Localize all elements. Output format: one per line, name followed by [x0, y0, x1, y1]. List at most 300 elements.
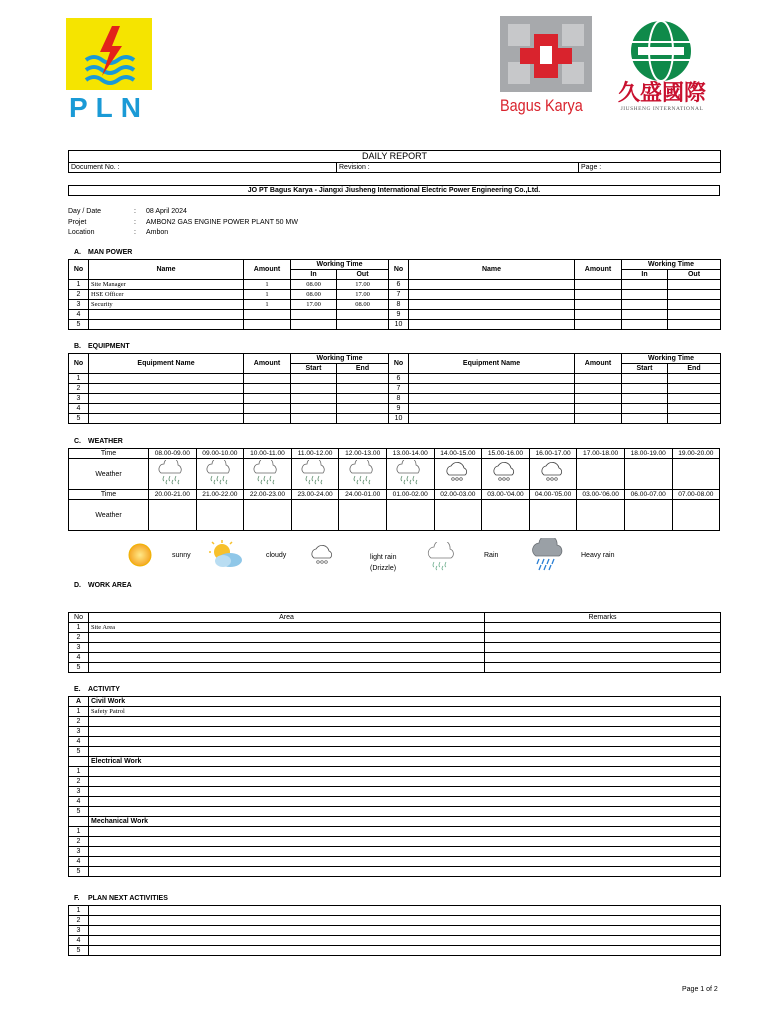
manpower-out-cell[interactable]: 17.00	[337, 280, 389, 290]
plan-row	[69, 906, 721, 916]
weather-cell[interactable]	[577, 500, 625, 531]
manpower-empty-cell[interactable]	[575, 290, 622, 300]
manpower-amount-cell[interactable]: 1	[244, 280, 291, 290]
time-slot: 04.00-'05.00	[529, 490, 577, 500]
equipment-cell[interactable]	[668, 394, 721, 404]
equipment-cell[interactable]	[622, 414, 668, 424]
row-no: 10	[389, 414, 409, 424]
manpower-row	[69, 300, 721, 310]
equipment-cell[interactable]	[575, 394, 622, 404]
row-no: 3	[69, 727, 89, 737]
manpower-empty-cell[interactable]	[575, 320, 622, 330]
equipment-cell[interactable]	[575, 374, 622, 384]
weather-table	[68, 448, 720, 531]
equipment-cell[interactable]	[668, 384, 721, 394]
weather-cell[interactable]	[339, 459, 387, 490]
row-no: 1	[69, 767, 89, 777]
row-no: 5	[69, 867, 89, 877]
row-no: 4	[69, 857, 89, 867]
activity-cell[interactable]	[89, 777, 721, 787]
activity-cell[interactable]	[89, 807, 721, 817]
plan-row	[69, 916, 721, 926]
equipment-cell[interactable]	[291, 404, 337, 414]
manpower-empty-cell[interactable]	[622, 320, 668, 330]
remarks-cell[interactable]	[485, 623, 721, 633]
equipment-cell[interactable]	[622, 384, 668, 394]
equipment-table: No Equipment Name Amount Working Time No Equipment Name Amount Working Time Start End Start End 1 6 2 7 3 8 4 9 5 10	[68, 353, 721, 424]
remarks-cell[interactable]	[485, 663, 721, 673]
activity-cell[interactable]	[89, 926, 721, 936]
activity-cell[interactable]	[89, 747, 721, 757]
equipment-row	[69, 404, 721, 414]
mechanical-work-row	[69, 827, 721, 837]
time-slot: 22.00-23.00	[244, 490, 292, 500]
jiusheng-globe-icon	[628, 20, 694, 82]
manpower-empty-cell[interactable]	[668, 300, 721, 310]
civil-work-header	[69, 697, 721, 707]
weather-icon-row	[69, 500, 720, 531]
work-area-row	[69, 623, 721, 633]
row-no: 3	[69, 300, 89, 310]
weather-cell[interactable]	[434, 500, 482, 531]
manpower-name-cell[interactable]: HSE Officer	[89, 290, 244, 300]
plan-row	[69, 926, 721, 936]
equipment-cell[interactable]	[668, 374, 721, 384]
row-no: 6	[389, 280, 409, 290]
plan-row	[69, 946, 721, 956]
mechanical-work-row	[69, 867, 721, 877]
mechanical-work-row	[69, 837, 721, 847]
rain-icon	[155, 460, 189, 486]
weather-cell[interactable]	[482, 500, 530, 531]
weather-cell[interactable]	[529, 459, 577, 490]
weather-cell[interactable]	[482, 459, 530, 490]
section-equipment-title: B. EQUIPMENT	[74, 343, 130, 350]
jo-title: JO PT Bagus Karya - Jiangxi Jiusheng International Electric Power Engineering Co.,Ltd.	[69, 186, 720, 196]
mechanical-work-row	[69, 847, 721, 857]
manpower-empty-cell[interactable]	[668, 280, 721, 290]
pln-logo	[66, 18, 152, 124]
weather-cell[interactable]	[244, 500, 292, 531]
manpower-empty-cell[interactable]	[409, 320, 575, 330]
cloudy-icon	[208, 540, 244, 570]
heavy-rain-icon	[528, 538, 568, 572]
manpower-name-cell[interactable]	[89, 310, 244, 320]
row-no: 10	[389, 320, 409, 330]
row-no: 2	[69, 290, 89, 300]
equipment-cell[interactable]	[244, 374, 291, 384]
manpower-amount-cell[interactable]: 1	[244, 290, 291, 300]
row-no: 4	[69, 653, 89, 663]
manpower-name-cell[interactable]: Security	[89, 300, 244, 310]
row-no: 3	[69, 643, 89, 653]
work-area-row	[69, 653, 721, 663]
activity-cell[interactable]	[89, 946, 721, 956]
equipment-cell[interactable]	[668, 414, 721, 424]
row-no: 6	[389, 374, 409, 384]
time-slot: 16.00-17.00	[529, 449, 577, 459]
equipment-cell[interactable]	[244, 414, 291, 424]
rain-icon	[346, 460, 380, 486]
time-slot: 17.00-18.00	[577, 449, 625, 459]
row-no: 1	[69, 906, 89, 916]
row-no: 7	[389, 384, 409, 394]
project-label: Projet	[68, 218, 87, 226]
manpower-empty-cell[interactable]	[575, 280, 622, 290]
weather-cell[interactable]	[624, 459, 672, 490]
page-footer: Page 1 of 2	[682, 986, 718, 993]
row-no: 4	[69, 936, 89, 946]
row-no: 2	[69, 777, 89, 787]
bagus-karya-logo-icon	[500, 16, 592, 92]
section-manpower-title: A. MAN POWER	[74, 249, 133, 256]
weather-cell[interactable]	[672, 500, 720, 531]
equipment-cell[interactable]	[89, 374, 244, 384]
manpower-row	[69, 320, 721, 330]
manpower-empty-cell[interactable]	[622, 280, 668, 290]
equipment-cell[interactable]	[622, 394, 668, 404]
legend-light-rain: light rain (Drizzle)	[370, 554, 397, 572]
row-no: 1	[69, 707, 89, 717]
activity-cell[interactable]	[89, 727, 721, 737]
time-slot: 03.00-'06.00	[577, 490, 625, 500]
equipment-cell[interactable]	[337, 374, 389, 384]
equipment-cell[interactable]	[89, 414, 244, 424]
manpower-empty-cell[interactable]	[409, 310, 575, 320]
activity-cell[interactable]	[89, 847, 721, 857]
manpower-amount-cell[interactable]	[244, 320, 291, 330]
equipment-cell[interactable]	[575, 404, 622, 414]
row-no: 2	[69, 633, 89, 643]
row-no: 5	[69, 320, 89, 330]
activity-cell[interactable]	[89, 837, 721, 847]
equipment-cell[interactable]	[89, 384, 244, 394]
electrical-work-row	[69, 777, 721, 787]
activity-cell[interactable]	[89, 797, 721, 807]
equipment-cell[interactable]	[244, 384, 291, 394]
civil-work-row	[69, 707, 721, 717]
section-activity-title: E. ACTIVITY	[74, 686, 120, 693]
equipment-cell[interactable]	[337, 404, 389, 414]
civil-work-row	[69, 727, 721, 737]
bagus-karya-logo	[500, 16, 596, 120]
page-field[interactable]: Page :	[579, 163, 721, 173]
location-value: Ambon	[146, 229, 169, 236]
manpower-empty-cell[interactable]	[409, 290, 575, 300]
work-area-table: No Area Remarks 1 Site Area 2 3 4 5	[68, 612, 721, 673]
row-no: 9	[389, 404, 409, 414]
time-slot: 15.00-16.00	[482, 449, 530, 459]
manpower-empty-cell[interactable]	[575, 310, 622, 320]
weather-cell[interactable]	[196, 459, 244, 490]
rain-icon	[298, 460, 332, 486]
row-no: 4	[69, 404, 89, 414]
weather-label: Weather	[69, 459, 149, 490]
activity-cell[interactable]	[89, 936, 721, 946]
equipment-cell[interactable]	[409, 404, 575, 414]
group-letter	[69, 757, 89, 767]
area-cell[interactable]	[89, 643, 485, 653]
weather-cell[interactable]	[291, 459, 339, 490]
weather-cell[interactable]	[386, 459, 434, 490]
equipment-cell[interactable]	[622, 374, 668, 384]
manpower-empty-cell[interactable]	[409, 280, 575, 290]
jo-banner	[68, 185, 720, 196]
light-rain-icon	[536, 460, 570, 486]
equipment-cell[interactable]	[291, 394, 337, 404]
remarks-cell[interactable]	[485, 653, 721, 663]
activity-cell[interactable]	[89, 717, 721, 727]
activity-cell[interactable]	[89, 767, 721, 777]
equipment-cell[interactable]	[291, 384, 337, 394]
jiusheng-cn-text: 久盛國際	[617, 80, 706, 106]
rain-icon	[424, 542, 460, 572]
plan-table	[68, 905, 721, 956]
row-no: 5	[69, 946, 89, 956]
area-cell[interactable]: Site Area	[89, 623, 485, 633]
weather-icon-row	[69, 459, 720, 490]
remarks-cell[interactable]	[485, 643, 721, 653]
weather-cell[interactable]	[149, 459, 197, 490]
work-area-row	[69, 633, 721, 643]
rain-icon	[393, 460, 427, 486]
time-slot: 10.00-11.00	[244, 449, 292, 459]
area-cell[interactable]	[89, 663, 485, 673]
section-work-area-title: D. WORK AREA	[74, 582, 132, 589]
work-area-row	[69, 643, 721, 653]
manpower-amount-cell[interactable]	[244, 310, 291, 320]
row-no: 3	[69, 394, 89, 404]
civil-work-row	[69, 737, 721, 747]
work-area-row	[69, 663, 721, 673]
weather-time-row	[69, 449, 720, 459]
manpower-name-cell[interactable]: Site Manager	[89, 280, 244, 290]
weather-cell[interactable]	[244, 459, 292, 490]
manpower-row	[69, 280, 721, 290]
activity-cell[interactable]	[89, 827, 721, 837]
equipment-cell[interactable]	[337, 394, 389, 404]
equipment-cell[interactable]	[291, 374, 337, 384]
manpower-empty-cell[interactable]	[622, 290, 668, 300]
equipment-cell[interactable]	[409, 384, 575, 394]
time-slot: 20.00-21.00	[149, 490, 197, 500]
row-no: 9	[389, 310, 409, 320]
time-slot: 11.00-12.00	[291, 449, 339, 459]
electrical-work-row	[69, 767, 721, 777]
time-label: Time	[69, 449, 149, 459]
report-title: DAILY REPORT	[69, 151, 721, 163]
equipment-cell[interactable]	[409, 394, 575, 404]
manpower-empty-cell[interactable]	[575, 300, 622, 310]
weather-cell[interactable]	[529, 500, 577, 531]
manpower-in-cell[interactable]: 08.00	[291, 290, 337, 300]
manpower-table: No Name Amount Working Time No Name Amount Working Time In Out In Out 1 Site Manager 1 08.00 17.00 6 2 HSE Officer 1 08.00 17.00 7 3 Security 1 17.00 08.00 8 4 9 5 10	[68, 259, 721, 330]
group-title: Mechanical Work	[89, 817, 721, 827]
manpower-out-cell[interactable]: 17.00	[337, 290, 389, 300]
rain-icon	[250, 460, 284, 486]
rain-icon	[203, 460, 237, 486]
equipment-cell[interactable]	[89, 404, 244, 414]
activity-table	[68, 696, 721, 877]
equipment-cell[interactable]	[89, 394, 244, 404]
manpower-empty-cell[interactable]	[622, 310, 668, 320]
manpower-out-cell[interactable]	[337, 310, 389, 320]
civil-work-row	[69, 717, 721, 727]
weather-cell[interactable]	[672, 459, 720, 490]
revision-field[interactable]: Revision :	[337, 163, 579, 173]
equipment-cell[interactable]	[409, 414, 575, 424]
row-no: 2	[69, 384, 89, 394]
manpower-empty-cell[interactable]	[668, 320, 721, 330]
equipment-cell[interactable]	[337, 384, 389, 394]
manpower-name-cell[interactable]	[89, 320, 244, 330]
manpower-in-cell[interactable]	[291, 310, 337, 320]
jiusheng-logo	[604, 20, 720, 116]
time-slot: 21.00-22.00	[196, 490, 244, 500]
activity-cell[interactable]	[89, 867, 721, 877]
row-no: 1	[69, 827, 89, 837]
row-no: 5	[69, 747, 89, 757]
row-no: 8	[389, 394, 409, 404]
area-cell[interactable]	[89, 653, 485, 663]
equipment-cell[interactable]	[337, 414, 389, 424]
legend-cloudy: cloudy	[266, 552, 287, 559]
section-weather-title: C. WEATHER	[74, 438, 123, 445]
time-slot: 19.00-20.00	[672, 449, 720, 459]
equipment-cell[interactable]	[575, 414, 622, 424]
sunny-icon	[124, 540, 156, 570]
manpower-row	[69, 310, 721, 320]
equipment-cell[interactable]	[622, 404, 668, 414]
row-no: 5	[69, 807, 89, 817]
equipment-cell[interactable]	[244, 394, 291, 404]
group-letter: A	[69, 697, 89, 707]
row-no: 4	[69, 310, 89, 320]
project-value: AMBON2 GAS ENGINE POWER PLANT 50 MW	[146, 218, 298, 226]
time-slot: 18.00-19.00	[624, 449, 672, 459]
equipment-cell[interactable]	[244, 404, 291, 414]
legend-rain: Rain	[484, 552, 499, 559]
row-no: 4	[69, 797, 89, 807]
manpower-out-cell[interactable]: 08.00	[337, 300, 389, 310]
time-slot: 14.00-15.00	[434, 449, 482, 459]
equipment-cell[interactable]	[575, 384, 622, 394]
manpower-in-cell[interactable]: 17.00	[291, 300, 337, 310]
manpower-in-cell[interactable]: 08.00	[291, 280, 337, 290]
time-slot: 03.00-'04.00	[482, 490, 530, 500]
row-no: 8	[389, 300, 409, 310]
time-slot: 08.00-09.00	[149, 449, 197, 459]
group-title: Electrical Work	[89, 757, 721, 767]
location-label: Location	[68, 229, 95, 236]
weather-cell[interactable]	[434, 459, 482, 490]
time-slot: 02.00-03.00	[434, 490, 482, 500]
manpower-empty-cell[interactable]	[409, 300, 575, 310]
weather-cell[interactable]	[291, 500, 339, 531]
day-label: Day / Date	[68, 208, 102, 215]
activity-cell[interactable]	[89, 906, 721, 916]
mechanical-work-row	[69, 857, 721, 867]
row-no: 3	[69, 787, 89, 797]
weather-cell[interactable]	[386, 500, 434, 531]
document-no-field[interactable]: Document No. :	[69, 163, 337, 173]
electrical-work-row	[69, 797, 721, 807]
time-slot: 12.00-13.00	[339, 449, 387, 459]
equipment-cell[interactable]	[668, 404, 721, 414]
manpower-amount-cell[interactable]: 1	[244, 300, 291, 310]
manpower-row	[69, 290, 721, 300]
activity-cell[interactable]	[89, 916, 721, 926]
time-slot: 23.00-24.00	[291, 490, 339, 500]
equipment-cell[interactable]	[291, 414, 337, 424]
row-no: 1	[69, 623, 89, 633]
manpower-out-cell[interactable]	[337, 320, 389, 330]
weather-cell[interactable]	[196, 500, 244, 531]
weather-cell[interactable]	[577, 459, 625, 490]
row-no: 1	[69, 374, 89, 384]
equipment-row	[69, 414, 721, 424]
activity-cell[interactable]: Safety Patrol	[89, 707, 721, 717]
plan-row	[69, 936, 721, 946]
row-no: 2	[69, 717, 89, 727]
activity-cell[interactable]	[89, 787, 721, 797]
time-slot: 24.00-01.00	[339, 490, 387, 500]
remarks-cell[interactable]	[485, 633, 721, 643]
weather-label: Weather	[69, 500, 149, 531]
day-value: 08 April 2024	[146, 208, 187, 215]
section-plan-title: F. PLAN NEXT ACTIVITIES	[74, 895, 168, 902]
time-label: Time	[69, 490, 149, 500]
header-table	[68, 150, 721, 173]
mechanical-work-header	[69, 817, 721, 827]
jiusheng-en-text: JIUSHENG INTERNATIONAL	[620, 106, 704, 112]
equipment-row	[69, 374, 721, 384]
light-rain-icon	[441, 460, 475, 486]
time-slot: 06.00-07.00	[624, 490, 672, 500]
equipment-row	[69, 394, 721, 404]
manpower-in-cell[interactable]	[291, 320, 337, 330]
legend-heavy-rain: Heavy rain	[581, 552, 615, 559]
area-cell[interactable]	[89, 633, 485, 643]
activity-cell[interactable]	[89, 857, 721, 867]
weather-cell[interactable]	[149, 500, 197, 531]
row-no: 7	[389, 290, 409, 300]
light-rain-icon	[488, 460, 522, 486]
row-no: 5	[69, 663, 89, 673]
activity-cell[interactable]	[89, 737, 721, 747]
weather-cell[interactable]	[624, 500, 672, 531]
equipment-cell[interactable]	[409, 374, 575, 384]
row-no: 3	[69, 926, 89, 936]
weather-time-row	[69, 490, 720, 500]
row-no: 2	[69, 837, 89, 847]
electrical-work-row	[69, 807, 721, 817]
row-no: 4	[69, 737, 89, 747]
weather-cell[interactable]	[339, 500, 387, 531]
manpower-empty-cell[interactable]	[622, 300, 668, 310]
civil-work-row	[69, 747, 721, 757]
time-slot: 09.00-10.00	[196, 449, 244, 459]
time-slot: 13.00-14.00	[386, 449, 434, 459]
pln-logo-icon	[66, 18, 152, 90]
manpower-empty-cell[interactable]	[668, 290, 721, 300]
weather-legend	[120, 538, 720, 574]
row-no: 1	[69, 280, 89, 290]
equipment-row	[69, 384, 721, 394]
info-block: Day / Date : 08 April 2024 Projet : AMBON2 GAS ENGINE POWER PLANT 50 MW Location : Ambon	[68, 207, 298, 239]
row-no: 5	[69, 414, 89, 424]
manpower-empty-cell[interactable]	[668, 310, 721, 320]
